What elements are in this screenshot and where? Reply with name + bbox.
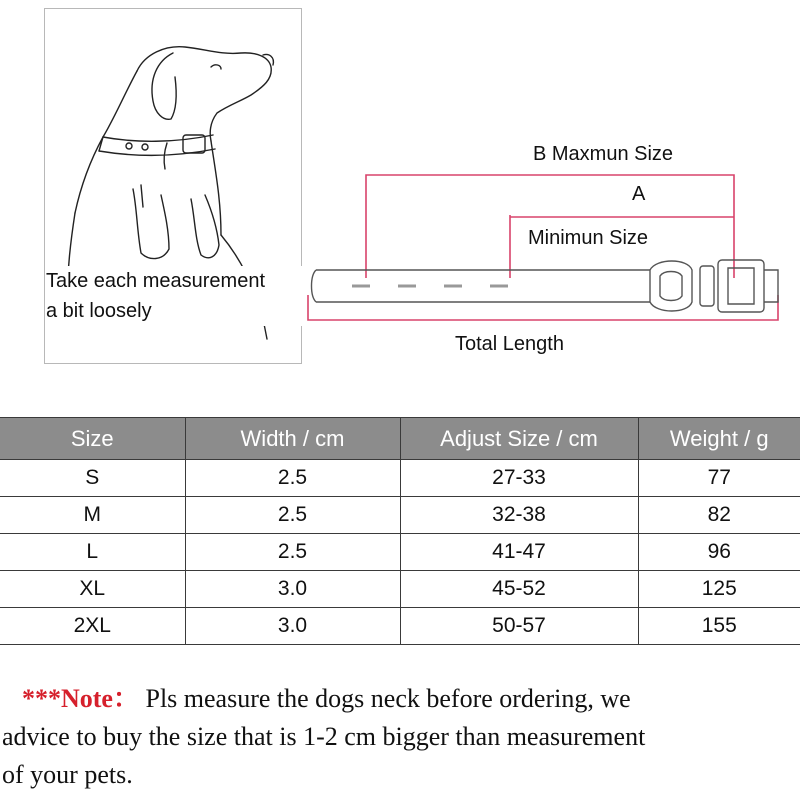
cell-weight: 77 <box>638 460 800 497</box>
max-size-label: B Maxmun Size <box>533 143 674 165</box>
cell-width: 2.5 <box>185 534 400 571</box>
note-line-2: advice to buy the size that is 1-2 cm bigger than measurement <box>2 722 646 751</box>
total-length-bracket <box>308 295 778 320</box>
note-text-1: Pls measure the dogs neck before ordering, we <box>145 684 631 713</box>
size-chart-table <box>0 417 800 645</box>
measurement-tip <box>46 266 308 326</box>
cell-size: 2XL <box>0 608 185 645</box>
measurement-tip-line-2: a bit loosely <box>46 300 152 322</box>
cell-width: 3.0 <box>185 571 400 608</box>
cell-width: 3.0 <box>185 608 400 645</box>
table-row <box>0 460 800 497</box>
cell-weight: 125 <box>638 571 800 608</box>
header-width: Width / cm <box>185 418 400 460</box>
cell-width: 2.5 <box>185 497 400 534</box>
note-prefix: ***Note： <box>22 684 139 713</box>
table-header-row <box>0 418 800 460</box>
header-adjust-size: Adjust Size / cm <box>400 418 638 460</box>
cell-adjust-size: 50-57 <box>400 608 638 645</box>
a-label: A <box>632 183 646 205</box>
measurement-tip-line-1: Take each measurement <box>46 270 266 292</box>
cell-adjust-size: 32-38 <box>400 497 638 534</box>
cell-adjust-size: 41-47 <box>400 534 638 571</box>
cell-size: M <box>0 497 185 534</box>
collar-strap <box>312 260 779 312</box>
cell-size: L <box>0 534 185 571</box>
cell-weight: 155 <box>638 608 800 645</box>
min-size-label: Minimun Size <box>528 227 649 249</box>
table-row <box>0 571 800 608</box>
cell-size: S <box>0 460 185 497</box>
cell-adjust-size: 45-52 <box>400 571 638 608</box>
table-row <box>0 608 800 645</box>
table-row <box>0 534 800 571</box>
cell-weight: 82 <box>638 497 800 534</box>
ordering-note <box>0 680 800 794</box>
cell-adjust-size: 27-33 <box>400 460 638 497</box>
cell-width: 2.5 <box>185 460 400 497</box>
cell-weight: 96 <box>638 534 800 571</box>
note-line-1 <box>0 680 800 718</box>
header-weight: Weight / g <box>638 418 800 460</box>
total-length-label: Total Length <box>455 333 564 355</box>
table-row <box>0 497 800 534</box>
cell-size: XL <box>0 571 185 608</box>
header-size: Size <box>0 418 185 460</box>
note-line-3: of your pets. <box>2 760 133 789</box>
